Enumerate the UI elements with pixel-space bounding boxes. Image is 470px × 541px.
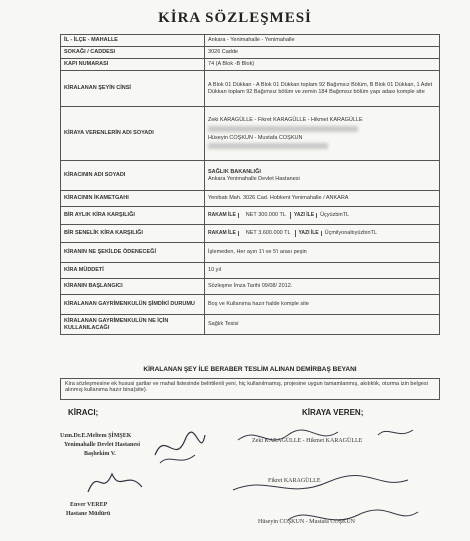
row-value (205, 107, 440, 161)
tenant-name: SAĞLIK BAKANLIĞI (208, 169, 261, 176)
row-label: KAPI NUMARASI (61, 59, 205, 71)
row-value: Sözleşme İmza Tarihi 09/08/ 2012. (205, 279, 440, 295)
row-label: BİR AYLIK KİRA KARŞILIĞI (61, 207, 205, 225)
amount-numeric: NET 300.000 TL (242, 212, 291, 218)
tenant-signer-org1: Yenimahalle Devlet Hastanesi (64, 442, 140, 448)
amount-text: ÜçmilyonaltıyüzbinTL (324, 230, 377, 237)
landlord-names-line2: Hüseyin COŞKUN - Mustafa COŞKUN (208, 134, 303, 141)
row-label: KİRALANAN GAYRİMENKULÜN NE İÇİN KULLANILACAĞI (61, 315, 205, 335)
row-value: 3026 Cadde (205, 47, 440, 59)
landlord-signer-line2: Fikret KARAGÜLLE (268, 478, 321, 484)
amount-numeric-label: RAKAM İLE (208, 213, 239, 219)
table-row (61, 279, 440, 295)
row-value (205, 207, 440, 225)
row-label: KİRALANAN GAYRİMENKULÜN ŞİMDİKİ DURUMU (61, 295, 205, 315)
redacted-block (208, 143, 328, 149)
landlord-label: KİRAYA VEREN; (302, 408, 364, 417)
row-label: SOKAĞI / CADDESI (61, 47, 205, 59)
table-row (61, 59, 440, 71)
tenant-signer-role1: Başhekim V. (84, 451, 116, 457)
demirbas-heading: KİRALANAN ŞEY İLE BERABER TESLİM ALINAN DEMİRBAŞ BEYANI (143, 366, 357, 373)
table-row (61, 71, 440, 107)
table-row (61, 315, 440, 335)
table-row (61, 191, 440, 207)
row-label: KİRACININ İKAMETGAHI (61, 191, 205, 207)
tenant-org: Ankara Yenimahalle Devlet Hastanesi (208, 175, 300, 182)
row-label: KİRANIN NE ŞEKİLDE ÖDENECEĞİ (61, 243, 205, 263)
table-row (61, 161, 440, 191)
row-value: 74 (A Blok -B Blok) (205, 59, 440, 71)
landlord-names-line1: Zeki KARAGÜLLE - Fikret KARAGÜLLE - Hikmet KARAGÜLLE (208, 117, 363, 124)
tenant-signer-name1: Uzm.Dr.E.Meltem ŞİMŞEK (60, 433, 132, 439)
signature-scribble (150, 425, 210, 470)
row-value: Sağlık Tesisi (205, 315, 440, 335)
tenant-label: KİRACI; (68, 408, 99, 417)
row-value: Boş ve Kullanıma hazır halde komple site (205, 295, 440, 315)
table-row (61, 295, 440, 315)
table-row (61, 225, 440, 243)
amount-text-label: YAZI İLE (299, 231, 322, 237)
landlord-signer-line3: Hüseyin COŞKUN - Mustafa COŞKUN (258, 519, 355, 525)
row-value: A Blok 01 Dükkan - A Blok 01 Dükkan toplam 92 Bağımsız Bölüm, B Blok 01 Dükkan, 1 Adet Dükkan toplam 92 Bağımsız bölüm ve zemin 184 Bağımsız bölüm yapı adası komple site (205, 71, 440, 107)
row-label: KİRAYA VERENLERİN ADI SOYADI (61, 107, 205, 161)
row-value: Ankara - Yenimahalle - Yenimahalle (205, 35, 440, 47)
table-row (61, 243, 440, 263)
table-row (61, 207, 440, 225)
contract-table (60, 34, 440, 335)
row-label: KİRANIN BAŞLANGICI (61, 279, 205, 295)
row-label: KİRA MÜDDETİ (61, 263, 205, 279)
tenant-signer-name2: Enver VEREP (70, 502, 108, 508)
row-value (205, 225, 440, 243)
amount-numeric: NET 3.600.000 TL (242, 230, 296, 236)
demirbas-box (60, 378, 440, 400)
redacted-block (208, 126, 358, 132)
row-label: İL - İLÇE - MAHALLE (61, 35, 205, 47)
table-row (61, 263, 440, 279)
demirbas-text: Kira sözleşmesine ek hususi şartlar ve mahal listesinde belirtilenli yeni, hiç kullanılmamış, projesine uygun tamamlanmış, akıtıklık, oturma izin belgesi alınmış kullanıma hazır bina(site). (65, 381, 428, 393)
row-label: KİRALANAN ŞEYİN CİNSİ (61, 71, 205, 107)
signature-scribble (80, 462, 150, 502)
landlord-signer-line1: Zeki KARAGÜLLE - Hikmet KARAGÜLLE (252, 438, 363, 444)
document-title: KİRA SÖZLEŞMESİ (158, 10, 312, 26)
tenant-signer-role2: Hastane Müdürü (66, 511, 111, 517)
table-row (61, 107, 440, 161)
row-value (205, 161, 440, 191)
amount-text-label: YAZI İLE (294, 213, 317, 219)
amount-text: ÜçyüzbinTL (320, 212, 350, 219)
table-row (61, 47, 440, 59)
row-value: İşlemeden, Her ayın 1'i ve 5'i arası peşin (205, 243, 440, 263)
table-row (61, 35, 440, 47)
row-value: 10 yıl (205, 263, 440, 279)
row-value: Yenibatı Mah. 3026 Cad. Hobkent Yenimahalle / ANKARA (205, 191, 440, 207)
amount-numeric-label: RAKAM İLE (208, 231, 239, 237)
row-label: BİR SENELİK KİRA KARŞILIĞI (61, 225, 205, 243)
row-label: KİRACININ ADI SOYADI (61, 161, 205, 191)
